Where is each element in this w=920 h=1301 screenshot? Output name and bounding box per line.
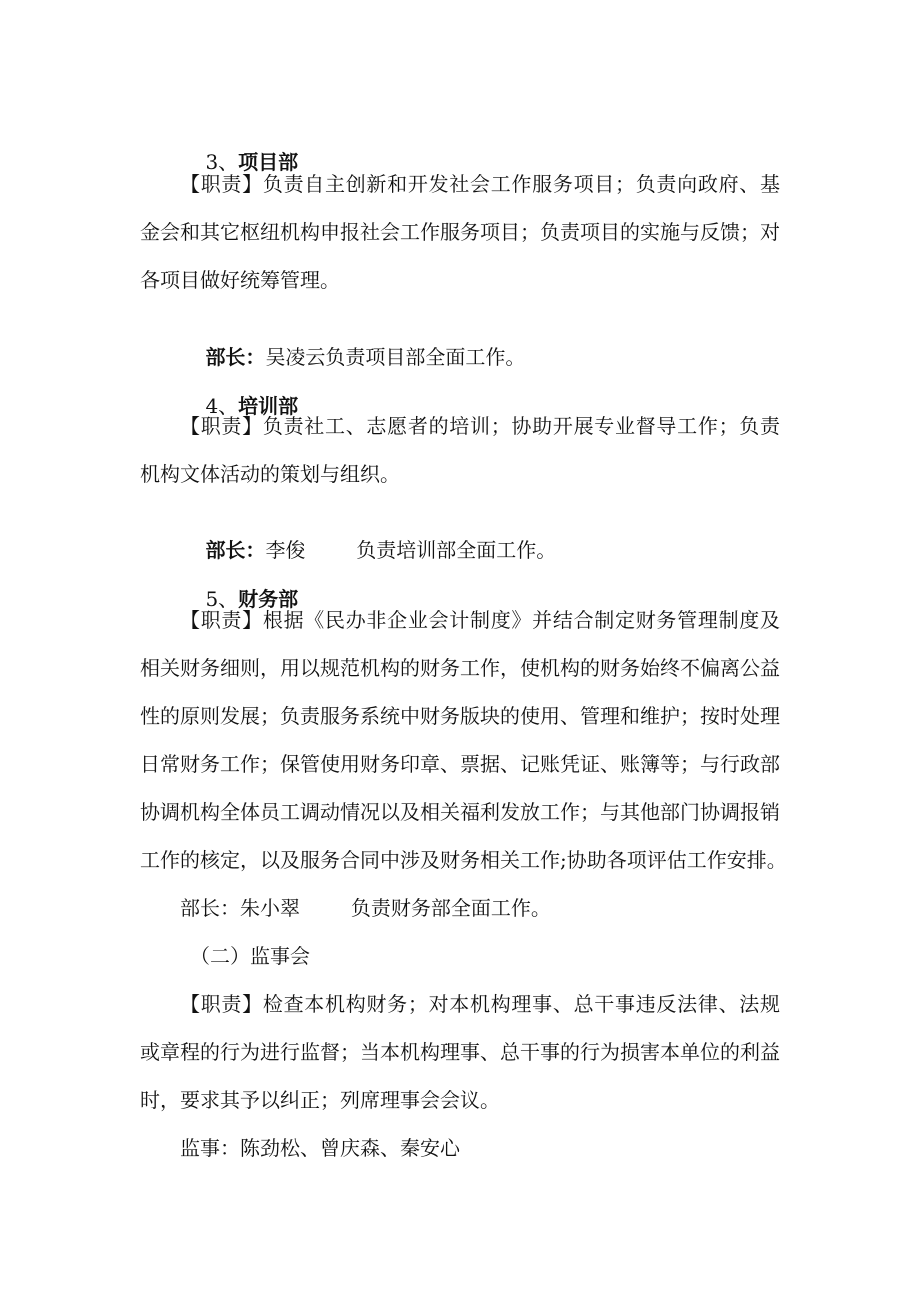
section3-head-label: 部长： [205, 345, 266, 369]
section5-head: 部长：朱小翠 负责财务部全面工作。 [180, 896, 551, 920]
section5-heading [180, 557, 299, 611]
section5-duty-line: 【职责】根据《民办非企业会计制度》并结合制定财务管理制度及 [180, 608, 780, 632]
section5-duty-line: 日常财务工作；保管使用财务印章、票据、记账凭证、账簿等；与行政部 [140, 752, 780, 776]
supervisors-duty-line: 或章程的行为进行监督；当本机构理事、总干事的行为损害本单位的利益 [140, 1040, 780, 1064]
section4-head-label: 部长： [205, 538, 266, 562]
section5-duty-line: 相关财务细则，用以规范机构的财务工作，使机构的财务始终不偏离公益 [140, 656, 780, 680]
section3-heading-title: 项目部 [238, 150, 299, 174]
section4-duty-line: 【职责】负责社工、志愿者的培训；协助开展专业督导工作；负责 [180, 414, 780, 438]
section3-duty-line: 金会和其它枢纽机构申报社会工作服务项目；负责项目的实施与反馈；对 [140, 220, 780, 244]
section4-heading-number: 4、 [205, 394, 239, 418]
section5-heading-title: 财务部 [238, 587, 299, 611]
section4-duty-line: 机构文体活动的策划与组织。 [140, 462, 400, 486]
section4-head [180, 508, 557, 562]
supervisors-duty-line: 时，要求其予以纠正；列席理事会会议。 [140, 1088, 500, 1112]
section5-duty-line: 工作的核定，以及服务合同中涉及财务相关工作;协助各项评估工作安排。 [140, 848, 787, 872]
section3-duty-line: 【职责】负责自主创新和开发社会工作服务项目；负责向政府、基 [180, 172, 780, 196]
section3-duty-line: 各项目做好统筹管理。 [140, 268, 340, 292]
section5-heading-number: 5、 [205, 587, 239, 611]
supervisors-duty-line: 【职责】检查本机构财务；对本机构理事、总干事违反法律、法规 [180, 992, 780, 1016]
section3-heading-number: 3、 [205, 150, 239, 174]
section5-duty-line: 性的原则发展；负责服务系统中财务版块的使用、管理和维护；按时处理 [140, 704, 780, 728]
supervisors-members: 监事：陈劲松、曾庆森、秦安心 [180, 1136, 460, 1160]
section4-heading-title: 培训部 [238, 394, 299, 418]
section4-head-text: 李俊 负责培训部全面工作。 [265, 538, 557, 562]
section3-head [180, 315, 526, 369]
supervisors-heading: （二）监事会 [190, 944, 310, 968]
section3-head-text: 吴凌云负责项目部全面工作。 [265, 345, 526, 369]
section4-heading [180, 364, 299, 418]
section3-heading [180, 120, 299, 174]
section5-duty-line: 协调机构全体员工调动情况以及相关福利发放工作；与其他部门协调报销 [140, 800, 780, 824]
